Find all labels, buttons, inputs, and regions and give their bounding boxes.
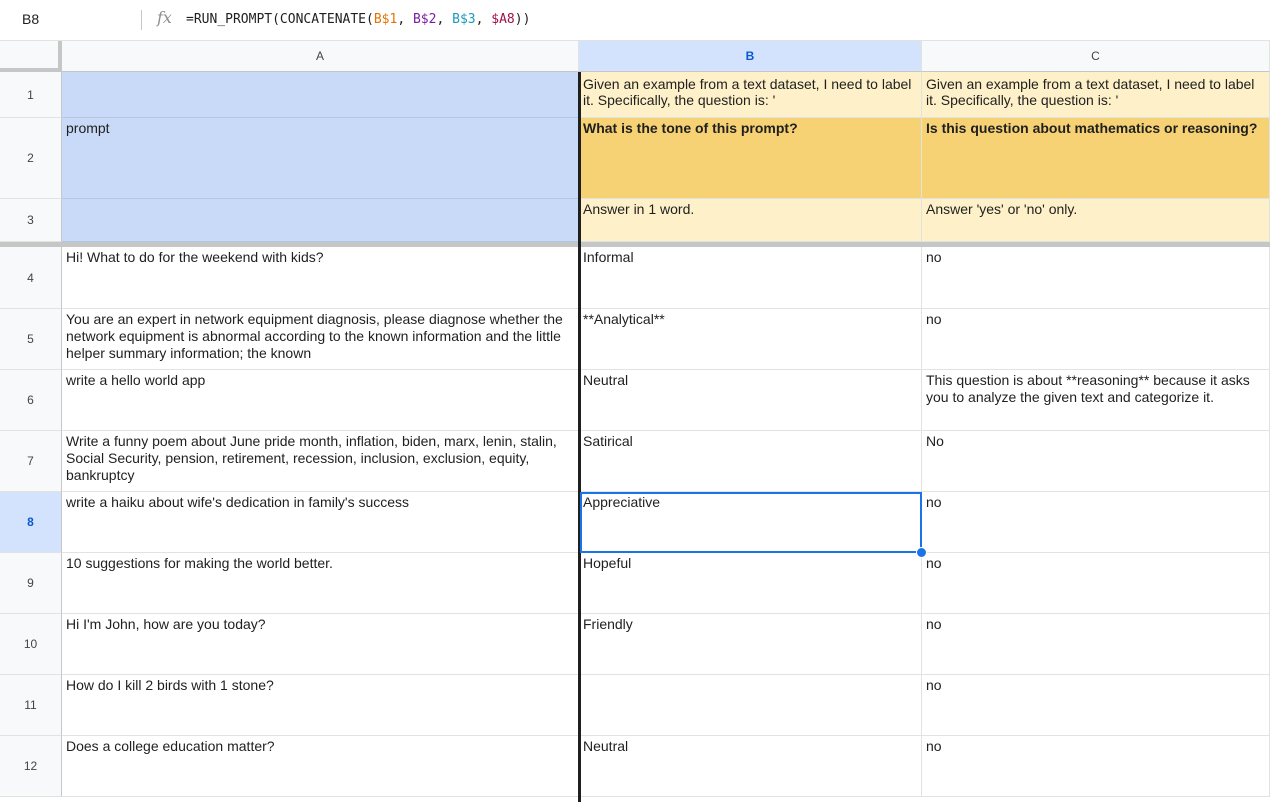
cell-a9[interactable]: 10 suggestions for making the world better. — [62, 553, 579, 614]
cell-a2[interactable]: prompt — [62, 118, 579, 199]
cell-a4[interactable]: Hi! What to do for the weekend with kids? — [62, 247, 579, 309]
cell-a12[interactable]: Does a college education matter? — [62, 736, 579, 797]
cell-b1[interactable]: Given an example from a text dataset, I need to label it. Specifically, the question is: ' — [579, 72, 922, 118]
formula-input[interactable] — [186, 12, 530, 27]
cell-b6[interactable]: Neutral — [579, 370, 922, 431]
cell-b11[interactable] — [579, 675, 922, 736]
name-box[interactable]: B8 — [22, 11, 40, 27]
formula-token: , — [475, 12, 492, 27]
cell-c10[interactable]: no — [922, 614, 1270, 675]
row-header-11[interactable]: 11 — [0, 675, 62, 736]
cell-b2[interactable]: What is the tone of this prompt? — [579, 118, 922, 199]
cell-b10[interactable]: Friendly — [579, 614, 922, 675]
cell-c4[interactable]: no — [922, 247, 1270, 309]
fill-handle[interactable] — [916, 547, 927, 558]
cell-a7[interactable]: Write a funny poem about June pride month, inflation, biden, marx, lenin, stalin, Social Security, pension, retirement, recession, inclusion, exclusion, equity, bankruptcy — [62, 431, 579, 492]
cell-b3[interactable]: Answer in 1 word. — [579, 199, 922, 242]
cell-b5[interactable]: **Analytical** — [579, 309, 922, 370]
row-header-12[interactable]: 12 — [0, 736, 62, 797]
formula-token: B$2 — [412, 12, 437, 27]
formula-token: )) — [514, 12, 531, 27]
row-header-8[interactable]: 8 — [0, 492, 62, 553]
cell-b4[interactable]: Informal — [579, 247, 922, 309]
cell-a11[interactable]: How do I kill 2 birds with 1 stone? — [62, 675, 579, 736]
cell-a5[interactable]: You are an expert in network equipment diagnosis, please diagnose whether the network equipment is abnormal according to the known information and the little helper summary information; the known — [62, 309, 579, 370]
formula-token: B$3 — [452, 12, 476, 27]
formula-bar-divider — [141, 10, 142, 30]
formula-token: B$1 — [373, 12, 398, 27]
frozen-rows-divider[interactable] — [0, 242, 1270, 247]
formula-bar — [0, 0, 1270, 41]
select-all-corner[interactable] — [0, 41, 62, 72]
row-header-2[interactable]: 2 — [0, 118, 62, 199]
cell-a10[interactable]: Hi I'm John, how are you today? — [62, 614, 579, 675]
row-header-9[interactable]: 9 — [0, 553, 62, 614]
cell-c6[interactable]: This question is about **reasoning** because it asks you to analyze the given text and categorize it. — [922, 370, 1270, 431]
cell-a1[interactable] — [62, 72, 579, 118]
row-header-5[interactable]: 5 — [0, 309, 62, 370]
formula-token: , — [436, 12, 453, 27]
column-header-b[interactable]: B — [579, 41, 922, 72]
row-header-4[interactable]: 4 — [0, 247, 62, 309]
row-header-6[interactable]: 6 — [0, 370, 62, 431]
cell-b8[interactable]: Appreciative — [579, 492, 922, 553]
cell-c5[interactable]: no — [922, 309, 1270, 370]
cell-c8[interactable]: no — [922, 492, 1270, 553]
row-header-3[interactable]: 3 — [0, 199, 62, 242]
cell-c7[interactable]: No — [922, 431, 1270, 492]
function-icon: fx — [157, 8, 172, 27]
frozen-column-divider[interactable] — [578, 72, 581, 802]
selected-cell-outline — [580, 492, 922, 553]
cell-c9[interactable]: no — [922, 553, 1270, 614]
row-header-7[interactable]: 7 — [0, 431, 62, 492]
cell-a8[interactable]: write a haiku about wife's dedication in family's success — [62, 492, 579, 553]
row-header-10[interactable]: 10 — [0, 614, 62, 675]
cell-c11[interactable]: no — [922, 675, 1270, 736]
column-header-c[interactable]: C — [922, 41, 1270, 72]
cell-b12[interactable]: Neutral — [579, 736, 922, 797]
formula-token: $A8 — [491, 12, 515, 27]
formula-token: , — [397, 12, 413, 27]
cell-b7[interactable]: Satirical — [579, 431, 922, 492]
formula-token: =RUN_PROMPT(CONCATENATE( — [186, 12, 374, 27]
cell-b9[interactable]: Hopeful — [579, 553, 922, 614]
cell-a6[interactable]: write a hello world app — [62, 370, 579, 431]
row-header-1[interactable]: 1 — [0, 72, 62, 118]
cell-c1[interactable]: Given an example from a text dataset, I need to label it. Specifically, the question is: ' — [922, 72, 1270, 118]
cell-c12[interactable]: no — [922, 736, 1270, 797]
column-header-a[interactable]: A — [62, 41, 579, 72]
cell-c3[interactable]: Answer 'yes' or 'no' only. — [922, 199, 1270, 242]
cell-c2[interactable]: Is this question about mathematics or reasoning? — [922, 118, 1270, 199]
cell-a3[interactable] — [62, 199, 579, 242]
